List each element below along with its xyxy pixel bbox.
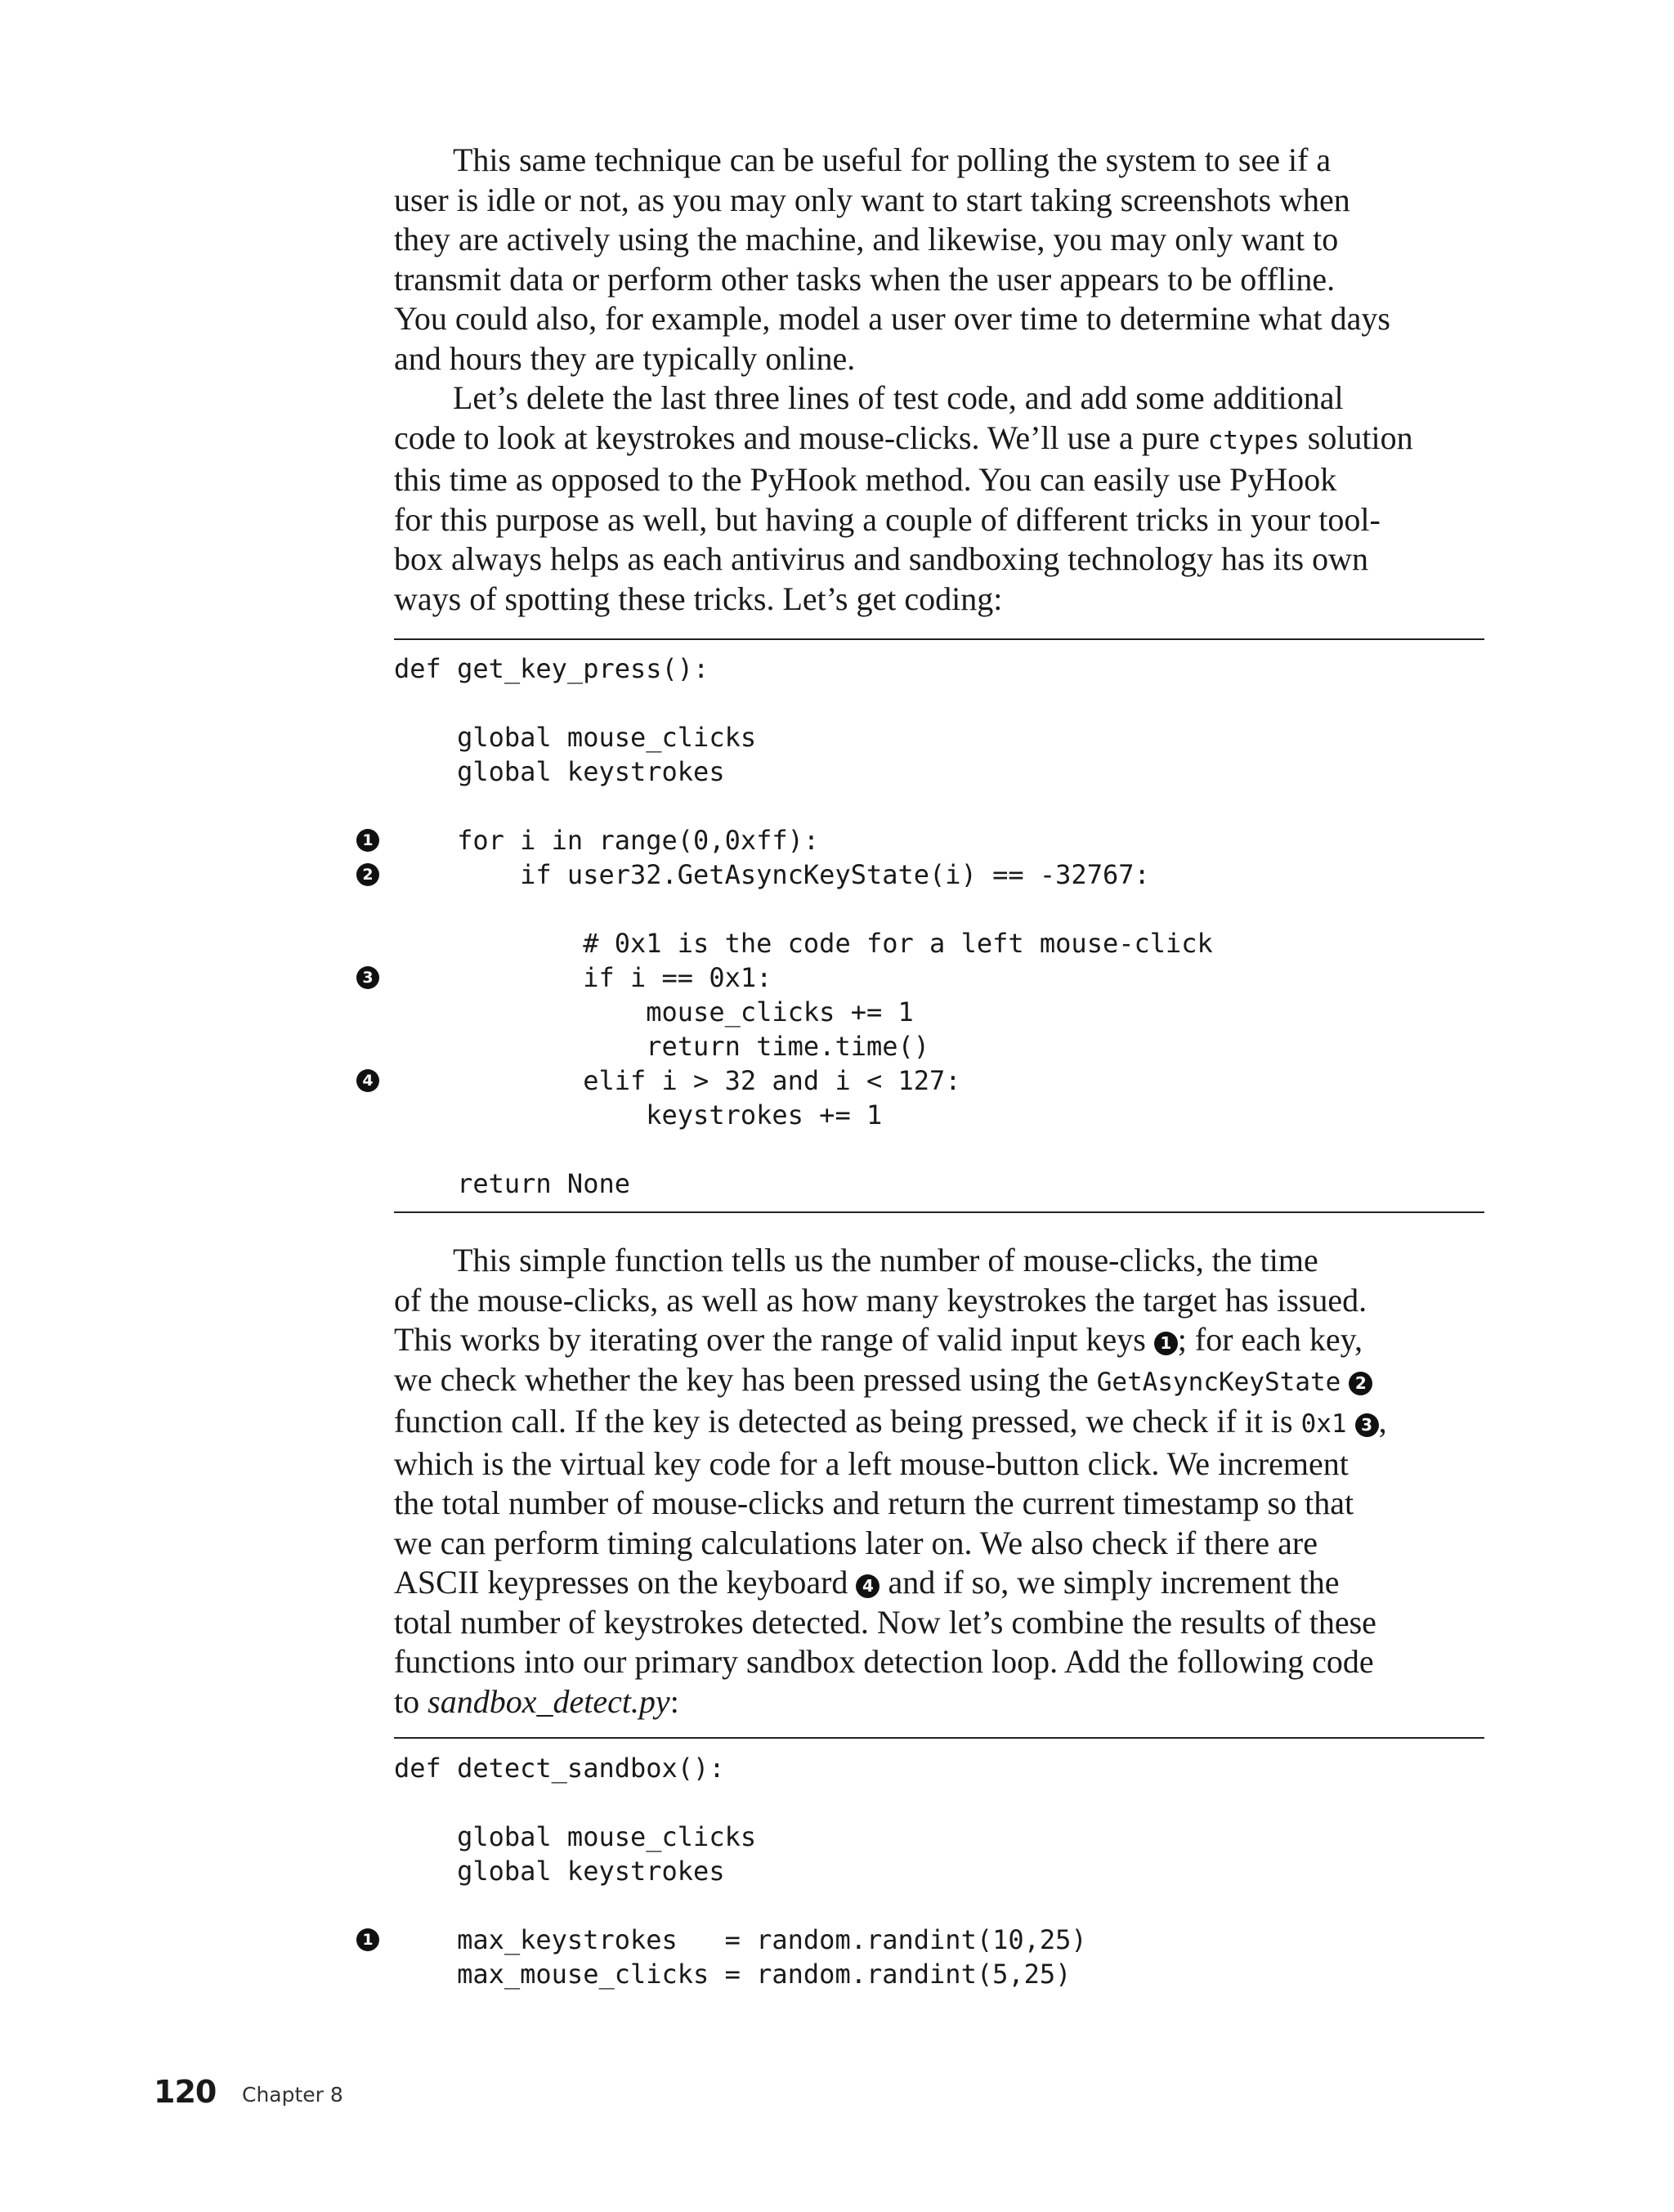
- body-text-middle: [394, 1241, 1484, 1722]
- code-top-rule: [394, 638, 1484, 640]
- inline-code-0x1: 0x1: [1300, 1409, 1347, 1439]
- code-line: max_mouse_clicks = random.randint(5,25): [394, 1959, 1072, 1990]
- code-bottom-rule: [394, 1211, 1484, 1213]
- page-number: 120: [154, 2074, 217, 2110]
- code-line: return time.time(): [394, 1031, 930, 1062]
- code-line: if user32.GetAsyncKeyState(i) == -32767:: [394, 859, 1150, 890]
- body-text-top: [394, 141, 1484, 619]
- code-line: mouse_clicks += 1: [394, 996, 914, 1028]
- code-line: global keystrokes: [394, 1856, 725, 1887]
- code-line: keystrokes += 1: [394, 1099, 883, 1131]
- paragraph-idle-polling: This same technique can be useful for polling the system to see if a user is idle or not, as you may only want to start taking screenshots when they are actively using the machine, and likewise, you may only want to transmit data or perform other tasks when the user appears to be offline. You could also, for example, model a user over time to determine what days and hours they are typically online.: [394, 141, 1390, 377]
- code-line: return None: [394, 1168, 630, 1199]
- code-line: for i in range(0,0xff):: [394, 825, 820, 856]
- paragraph-keystrokes-intro: Let’s delete the last three lines of test code, and add some additional code to look at keystrokes and mouse-clicks. We’ll use a pure ctypes solution this time as opposed to the PyHook method. You can easily use PyHook for this purpose as well, but having a couple of different tricks in your tool- box always helps as each antivirus and sandboxing technology has its own ways of spotting these tricks. Let’s get coding:: [394, 379, 1413, 617]
- code-line: if i == 0x1:: [394, 962, 772, 993]
- paragraph-function-explanation: This simple function tells us the number of mouse-clicks, the time of the mouse-clicks, as well as how many keystrokes the target has issued. This works by iterating over the range of valid input keys 1 ; for each key, we check whether the key has been pressed using the GetAsyncKeyState 2 function call. If the key is detected as being pressed, we check if it is 0x1 3 , which is the virtual key code for a left mouse-button click. We increment the total number of mouse-clicks and return the current timestamp so that we can perform timing calculations later on. We also check if there are ASCII keypresses on the keyboard 4 and if so, we simply increment the total number of keystrokes detected. Now let’s combine the results of these functions into our primary sandbox detection loop. Add the following code to sandbox_detect.py:: [394, 1242, 1387, 1720]
- code-line: elif i > 32 and i < 127:: [394, 1065, 961, 1096]
- chapter-label: Chapter 8: [242, 2083, 343, 2107]
- callout-marker-2: 2: [356, 863, 379, 886]
- inline-callout-3: 3: [1355, 1413, 1379, 1437]
- inline-callout-4: 4: [856, 1574, 880, 1598]
- inline-code-ctypes: ctypes: [1207, 425, 1300, 455]
- callout-marker-4: 4: [356, 1069, 379, 1092]
- callout-marker-3: 3: [356, 966, 379, 989]
- code-line: # 0x1 is the code for a left mouse-click: [394, 928, 1213, 959]
- code-line: max_keystrokes = random.randint(10,25): [394, 1924, 1087, 1955]
- callout-marker-1: 1: [356, 829, 379, 852]
- inline-callout-1: 1: [1154, 1332, 1178, 1355]
- code-line: def get_key_press():: [394, 653, 709, 684]
- inline-code-getasynckeystate: GetAsyncKeyState: [1096, 1367, 1341, 1397]
- code-line: def detect_sandbox():: [394, 1753, 725, 1784]
- code-line: global keystrokes: [394, 756, 725, 787]
- code-line: global mouse_clicks: [394, 1821, 757, 1852]
- code-line: global mouse_clicks: [394, 722, 757, 753]
- inline-callout-2: 2: [1349, 1372, 1372, 1395]
- callout-marker-1b: 1: [356, 1928, 379, 1951]
- filename-sandbox-detect: sandbox_detect.py: [427, 1682, 670, 1720]
- code2-top-rule: [394, 1737, 1484, 1739]
